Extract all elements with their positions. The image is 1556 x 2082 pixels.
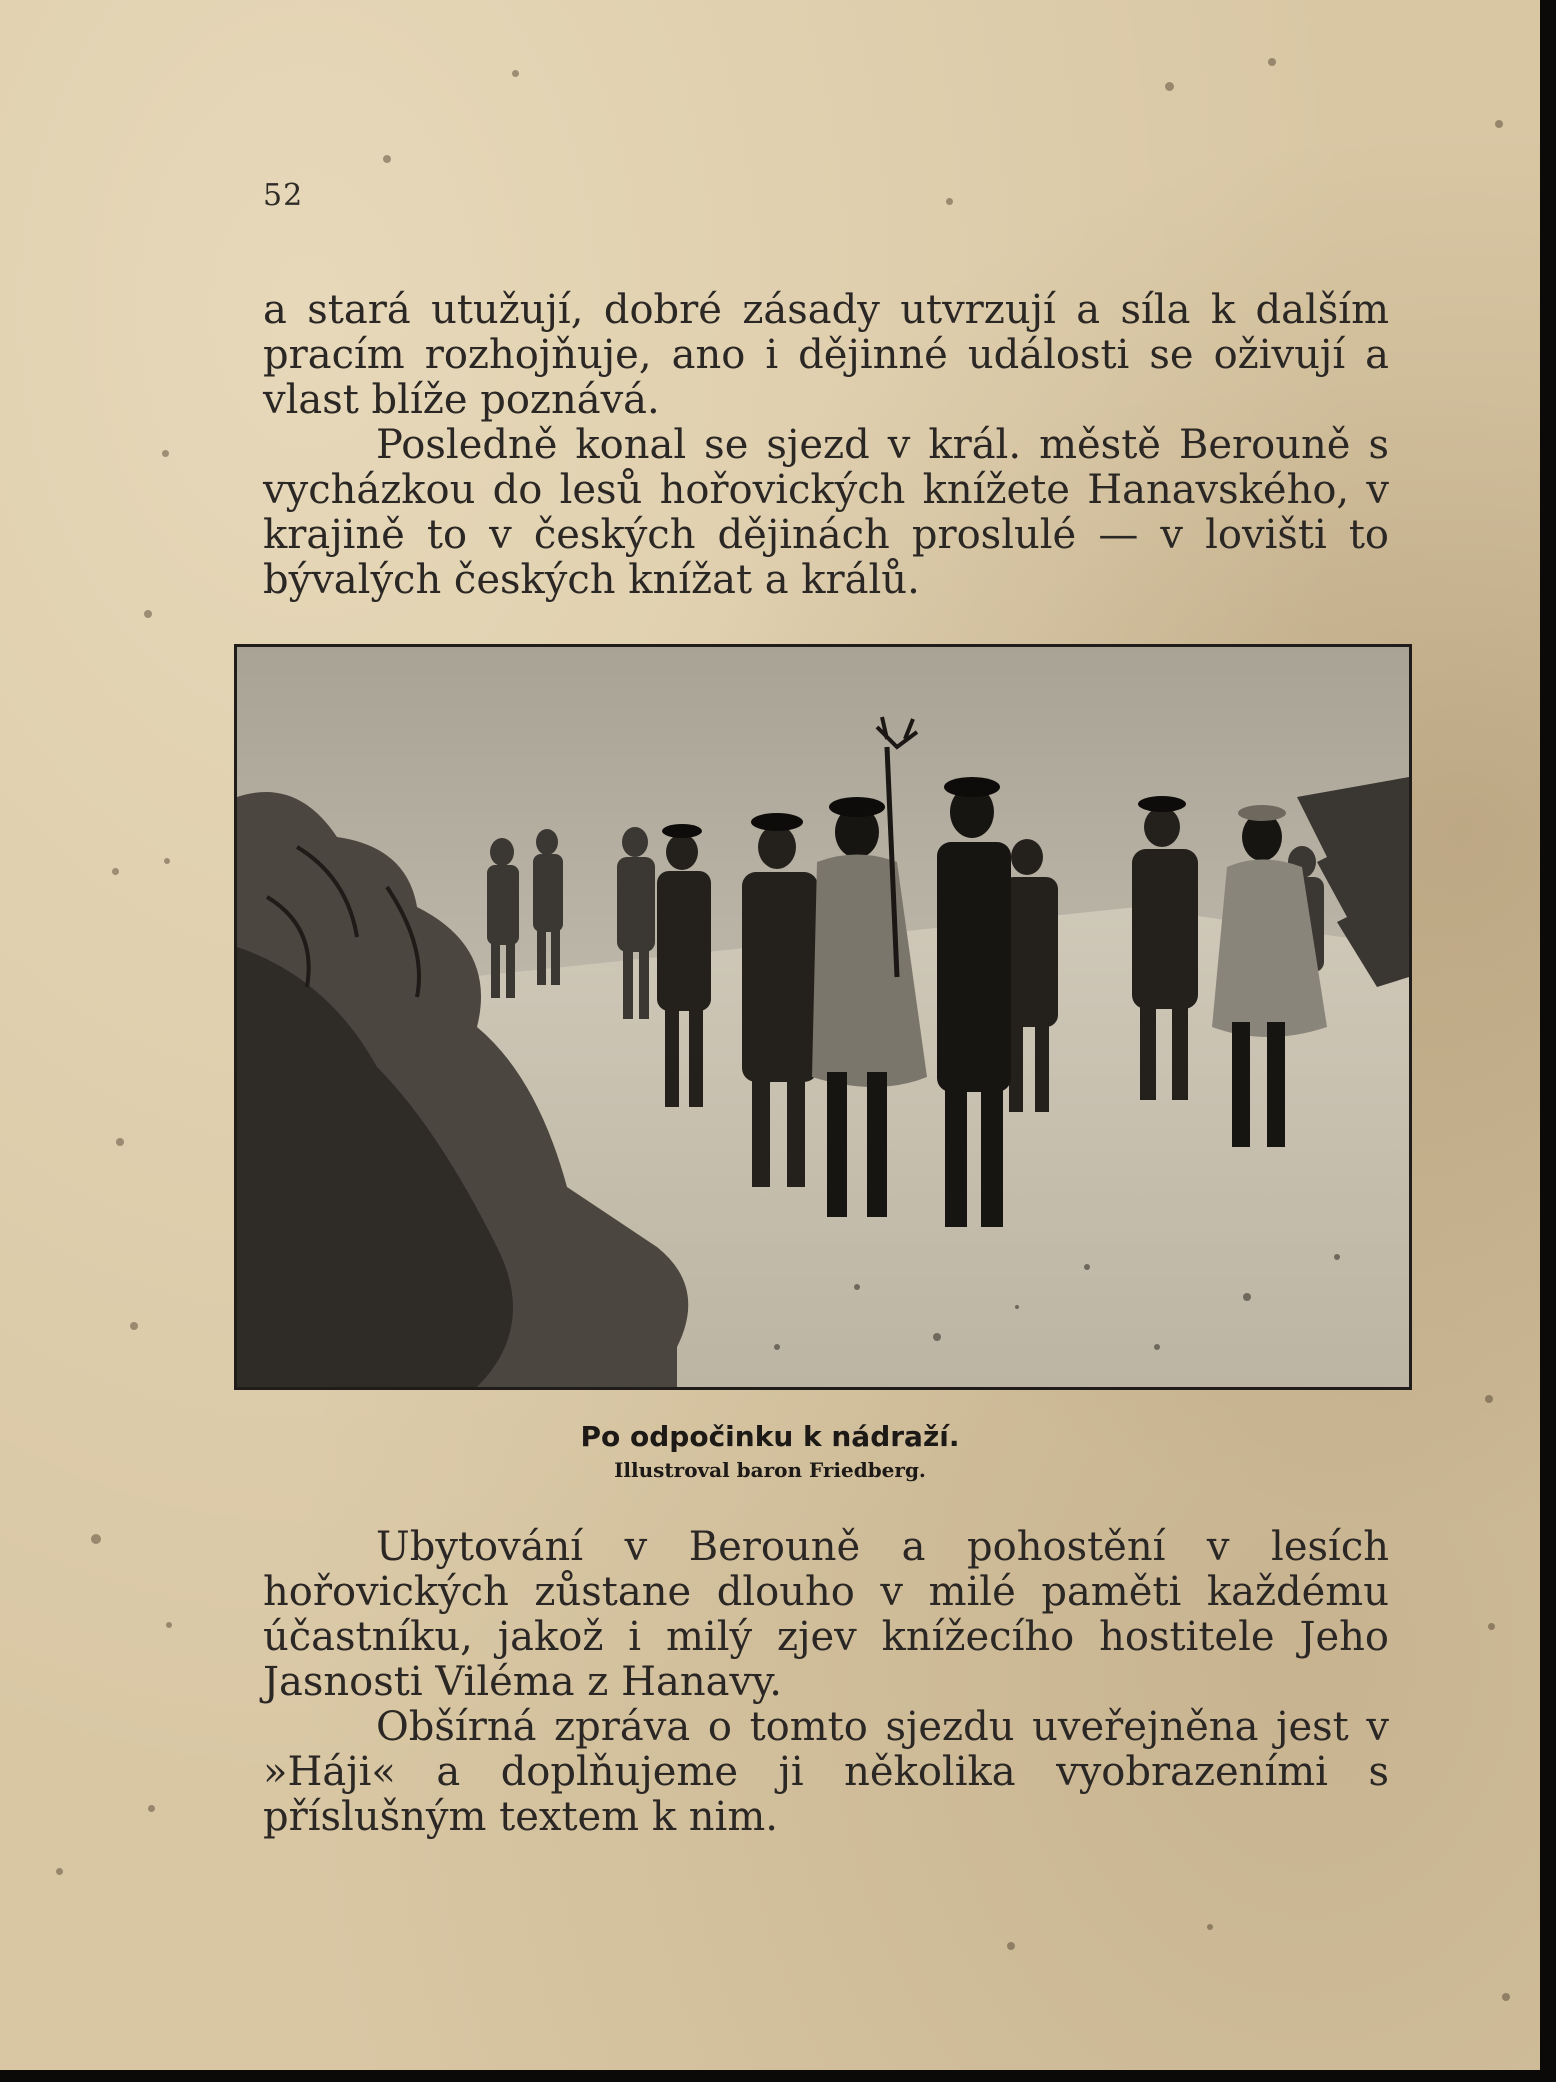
paper-speck	[1485, 1395, 1493, 1403]
paper-speck	[116, 1138, 124, 1146]
paragraph: a stará utužují, dobré zásady utvrzují a síla k dalším pracím rozhojňuje, ano i dějinné události se oživují a vlast blíže poznává.	[263, 287, 1389, 423]
paper-speck	[1488, 1623, 1495, 1630]
paper-speck	[1207, 1924, 1213, 1930]
paper-speck	[1165, 82, 1174, 91]
paper-speck	[166, 1622, 172, 1628]
paper-speck	[148, 1805, 155, 1812]
page-number: 52	[263, 178, 304, 213]
paper-speck	[164, 858, 170, 864]
paper-speck	[512, 70, 519, 77]
paper-speck	[56, 1868, 63, 1875]
paper-speck	[1495, 120, 1503, 128]
illustration	[234, 644, 1412, 1390]
paper-speck	[383, 155, 391, 163]
paper-speck	[112, 868, 119, 875]
paragraph: Obšírná zpráva o tomto sjezdu uveřejněna jest v »Háji« a doplňujeme ji několika vyobrazeními s příslušným textem k nim.	[263, 1704, 1389, 1840]
paper-speck	[1268, 58, 1276, 66]
paper-speck	[1502, 1993, 1510, 2001]
body-text-top	[263, 288, 1389, 603]
figure-caption-title: Po odpočinku k nádraží.	[580, 1420, 960, 1453]
paper-speck	[1007, 1942, 1015, 1950]
paper-speck	[144, 610, 152, 618]
body-text-bottom	[263, 1525, 1389, 1840]
paragraph: Posledně konal se sjezd v král. městě Berouně s vycházkou do lesů hořovických knížete Hanavského, v krajině to v českých dějinách proslulé — v lovišti to bývalých českých knížat a králů.	[263, 422, 1389, 603]
paper-speck	[162, 450, 169, 457]
figure-caption-credit: Illustroval baron Friedberg.	[614, 1458, 926, 1482]
paragraph: Ubytování v Berouně a pohostění v lesích hořovických zůstane dlouho v milé paměti každému účastníku, jakož i milý zjev knížecího hostitele Jeho Jasnosti Viléma z Hanavy.	[263, 1524, 1389, 1705]
paper-speck	[946, 198, 953, 205]
paper-speck	[130, 1322, 138, 1330]
illustration-engraving	[237, 647, 1409, 1387]
paper-speck	[91, 1534, 101, 1544]
